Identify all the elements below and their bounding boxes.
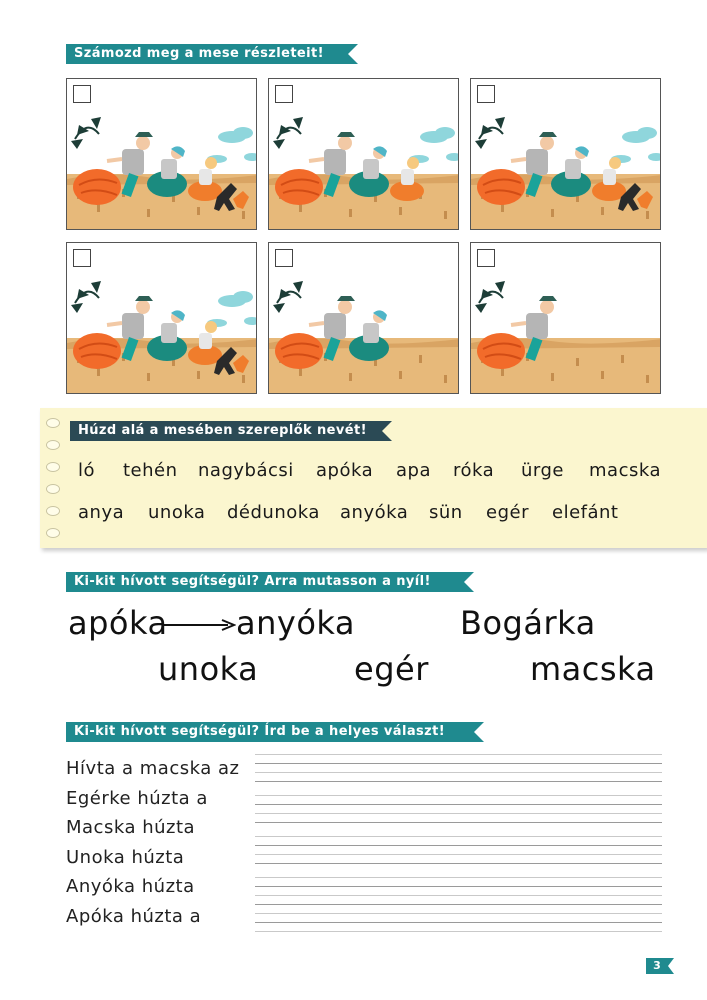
- sentence-5: Anyóka húzta: [66, 876, 195, 897]
- words-row-1: [78, 460, 661, 481]
- word-macska-big[interactable]: macska: [530, 650, 656, 688]
- story-panel-5: [268, 242, 459, 394]
- panel-4-checkbox[interactable]: [73, 249, 91, 267]
- illustration-4: [67, 243, 257, 394]
- word-tehen[interactable]: tehén: [123, 460, 178, 481]
- word-unoka-big[interactable]: unoka: [158, 650, 259, 688]
- section4-title: Ki-kit hívott segítségül? Írd be a helyes választ!: [66, 722, 474, 742]
- word-macska[interactable]: macska: [589, 460, 661, 481]
- word-lo[interactable]: ló: [78, 460, 96, 481]
- sentence-1: Hívta a macska az: [66, 758, 240, 779]
- story-panel-1: [66, 78, 257, 230]
- illustration-5: [269, 243, 459, 394]
- sentence-2: Egérke húzta a: [66, 788, 208, 809]
- section3-title: Ki-kit hívott segítségül? Arra mutasson a nyíl!: [66, 572, 464, 592]
- panel-1-checkbox[interactable]: [73, 85, 91, 103]
- word-apoka[interactable]: apóka: [316, 460, 374, 481]
- word-anyoka[interactable]: anyóka: [340, 502, 409, 523]
- page-number: 3: [646, 958, 668, 974]
- word-anya[interactable]: anya: [78, 502, 125, 523]
- word-urge[interactable]: ürge: [521, 460, 564, 481]
- word-apoka-big[interactable]: apóka: [68, 604, 168, 642]
- word-eger[interactable]: egér: [486, 502, 529, 523]
- illustration-6: [471, 243, 661, 394]
- word-nagybacsi[interactable]: nagybácsi: [198, 460, 294, 481]
- sentence-6: Apóka húzta a: [66, 906, 202, 927]
- story-panel-6: [470, 242, 661, 394]
- panel-3-checkbox[interactable]: [477, 85, 495, 103]
- word-roka[interactable]: róka: [453, 460, 495, 481]
- story-panel-3: [470, 78, 661, 230]
- illustration-1: [67, 79, 257, 230]
- story-panel-2: [268, 78, 459, 230]
- story-panel-4: [66, 242, 257, 394]
- word-anyoka-big[interactable]: anyóka: [236, 604, 355, 642]
- word-sun[interactable]: sün: [429, 502, 463, 523]
- section2-title: Húzd alá a mesében szereplők nevét!: [70, 421, 382, 441]
- panel-6-checkbox[interactable]: [477, 249, 495, 267]
- word-apa[interactable]: apa: [396, 460, 431, 481]
- words-row-2: [78, 502, 618, 523]
- panel-5-checkbox[interactable]: [275, 249, 293, 267]
- word-unoka[interactable]: unoka: [148, 502, 206, 523]
- word-bogarka-big[interactable]: Bogárka: [460, 604, 596, 642]
- section1-title: Számozd meg a mese részleteit!: [66, 44, 348, 64]
- sentence-4: Unoka húzta: [66, 847, 185, 868]
- word-eger-big[interactable]: egér: [354, 650, 429, 688]
- illustration-2: [269, 79, 459, 230]
- word-elefant[interactable]: elefánt: [552, 502, 619, 523]
- panel-2-checkbox[interactable]: [275, 85, 293, 103]
- arrow-icon: [164, 618, 236, 632]
- word-dedunoka[interactable]: dédunoka: [227, 502, 320, 523]
- sentence-3: Macska húzta: [66, 817, 196, 838]
- illustration-3: [471, 79, 661, 230]
